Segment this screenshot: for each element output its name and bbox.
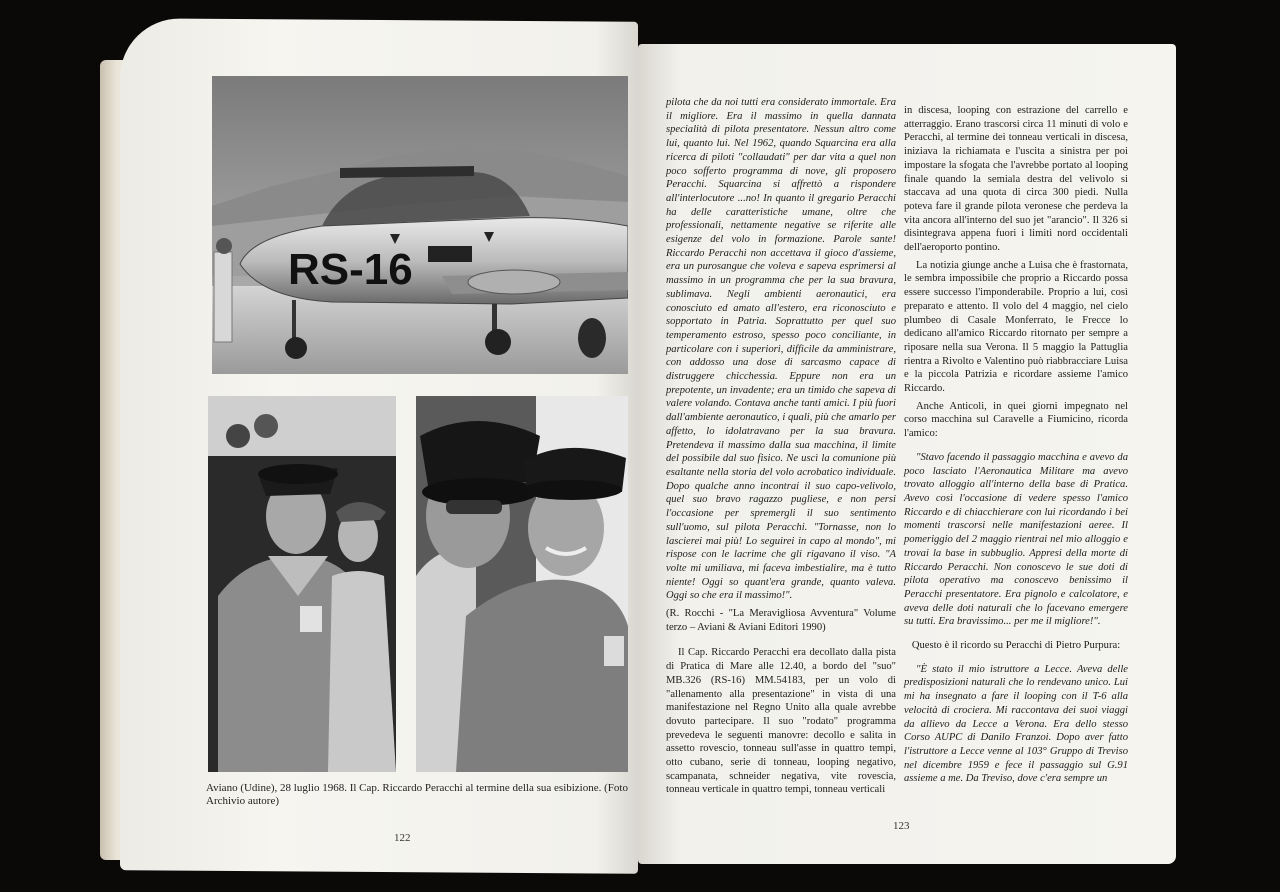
citation: (R. Rocchi - "La Meravigliosa Avventura" Volume terzo – Aviani & Aviani Editori 1990) [666,608,896,633]
quote: "È stato il mio istruttore a Lecce. Aveva delle predisposizioni naturali che lo rendevano unico. Lui mi ha insegnato a fare il looping con il T-6 alla velocità di crociera. Mi raccontava dei suoi viaggi da allievo da Lecce a Verona. Era dello stesso Corso AUPC di Danilo Franzoi. Dopo aver fatto l'istruttore a Lecce venne al 103° Gruppo di Treviso nel dicembre 1959 e fece il passaggio sul G.91 assieme a me. Da Treviso, dove c'era sempre un [904,663,1128,785]
paragraph: in discesa, looping con estrazione del carrello e atterraggio. Erano trascorsi circa 11 minuti di volo e Peracchi, al termine dei tonneau verticali in discesa, iniziava la richiamata e l'uscita a sinistra per poi impostare la sfogata che l'avrebbe portato al looping finale quando la semiala destra del velivolo si staccava ad una quota di circa 300 piedi. Nulla poteva fare il grande pilota veronese che perdeva la vita ancora all'interno del suo jet "arancio". Il 326 si disintegrava appena fuori i limiti nord occidentali dell'aeroporto pontino. [904,105,1128,254]
paragraph: La notizia giunge anche a Luisa che è frastornata, le sembra impossibile che proprio a Riccardo possa essere successo l'imponderabile. Proprio a lui, così preparato e attento. Il volo del 4 maggio, nel cielo plumbeo di Casale Monferrato, le Frecce lo dedicano all'amico Riccardo ritornato per sempre a riposare nella sua Verona. Il 5 maggio la Pattuglia rientra a Rivolto e Valentino può riabbracciare Luisa e la piccola Patrizia e ricordare assieme l'amico Riccardo. [904,259,1128,395]
photo-caption: Aviano (Udine), 28 luglio 1968. Il Cap. Riccardo Peracchi al termine della sua esibizione. (Foto Archivio autore) [206,782,628,807]
text-column-1 [666,96,896,801]
quote: "Stavo facendo il passaggio macchina e avevo da poco lasciato l'Aeronautica Militare ma avevo trovato alloggio all'interno della base di Pratica. Avevo così l'occasione di vedere spesso l'amico Riccardo e di chiacchierare con lui ricordando i bei momenti trascorsi nelle manifestazioni aeree. Il pomeriggio del 2 maggio rientrai nel mio alloggio e trovai la base in subbuglio. Appresi della morte di Riccardo Peracchi. Non conoscevo le sue doti di pilota operativo ma conoscevo benissimo il Peracchi presentatore. Era pignolo e calcolatore, e aveva delle doti naturali che lo facevano emergere su tutti. Era bravissimo... per me il migliore!". [904,451,1128,628]
pilot-photo-right [416,396,628,772]
pilot-photo-left [208,396,396,772]
paragraph: pilota che da noi tutti era considerato immortale. Era il migliore. Era il massimo in quella dannata specialità di pilota presentatore. Nessun altro come lui, quanto lui. Nel 1962, quando Squarcina era alla ricerca di piloti "collaudati" per dar vita a quel non poco sofferto programma di nove, gli proposero Peracchi. Squarcina si affrettò a rispondere all'interlocutore ...no! In quanto il gregario Peracchi ha delle caratteristiche umane, oltre che professionali, nettamente negative se riferite alle esigenze del volo in formazione. Parole sante! Riccardo Peracchi non accettava il gioco d'assieme, era un purosangue che voleva e sapeva esprimersi al massimo in un programma che per la sua bravura, sublimava. Negli ambienti aeronautici, era conosciuto ed amato all'estero, era riconosciuto e sopportato in Patria. Soprattutto per quel suo temperamento estroso, spesso poco conciliante, in particolare con i superiori, difficile da amministrare, con addosso una dose di sarcasmo capace di distruggere chicchessia. Eppure non era un prepotente, un invadente; era un timido che sapeva di valere volando. Contava anche tanti amici. I più fuori dall'ambiente aeronautico, i quali, più che amarlo per affetto, lo idolatravano per la sua bravura. Pretendeva il massimo dalla sua macchina, il limite del possibile dal suo fisico. Ne uscì la comunione più esaltante nella storia del volo acrobatico individuale. Dopo qualche anno incontrai il suo capo-velivolo, quel suo bravo ragazzo pugliese, e non persi l'occasione per spremergli il suo sentimento sull'uomo, sul pilota Peracchi. "Tornasse, non lo lascierei mai più! Lo seguirei in capo al mondo", mi rispose con le lacrime che gli rigavano il viso. "A volte mi umiliava, mi faceva imbestialire, ma è tutto niente! Oggi so quant'era grande, quanto valeva. Oggi so che era il massimo!". [666,97,896,602]
paragraph: Anche Anticoli, in quei giorni impegnato nel corso macchina sul Caravelle a Fiumicino, ricorda l'amico: [904,400,1128,440]
page-number-left: 122 [394,832,411,844]
jet-photo [212,76,628,374]
text-column-2 [904,104,1128,790]
paragraph: Il Cap. Riccardo Peracchi era decollato dalla pista di Pratica di Mare alle 12.40, a bordo del "suo" MB.326 (RS-16) MM.54183, per un volo di "allenamento alla presentazione" in vista di una manifestazione nel Regno Unito alla quale avrebbe dovuto partecipare. Il suo "rodato" programma prevedeva le seguenti manovre: decollo e salita in assetto rovescio, tonneau sull'asse in quattro tempi, otto cubano, serie di tonneau, looping negativo, scampanata, schneider negativa, vite rovescia, tonneau verticale in quattro tempi, tonneau verticali [666,647,896,796]
aircraft-marking: RS-16 [288,245,413,294]
page-number-right: 123 [893,820,910,832]
paragraph: Questo è il ricordo su Peracchi di Pietro Purpura: [911,640,1121,652]
